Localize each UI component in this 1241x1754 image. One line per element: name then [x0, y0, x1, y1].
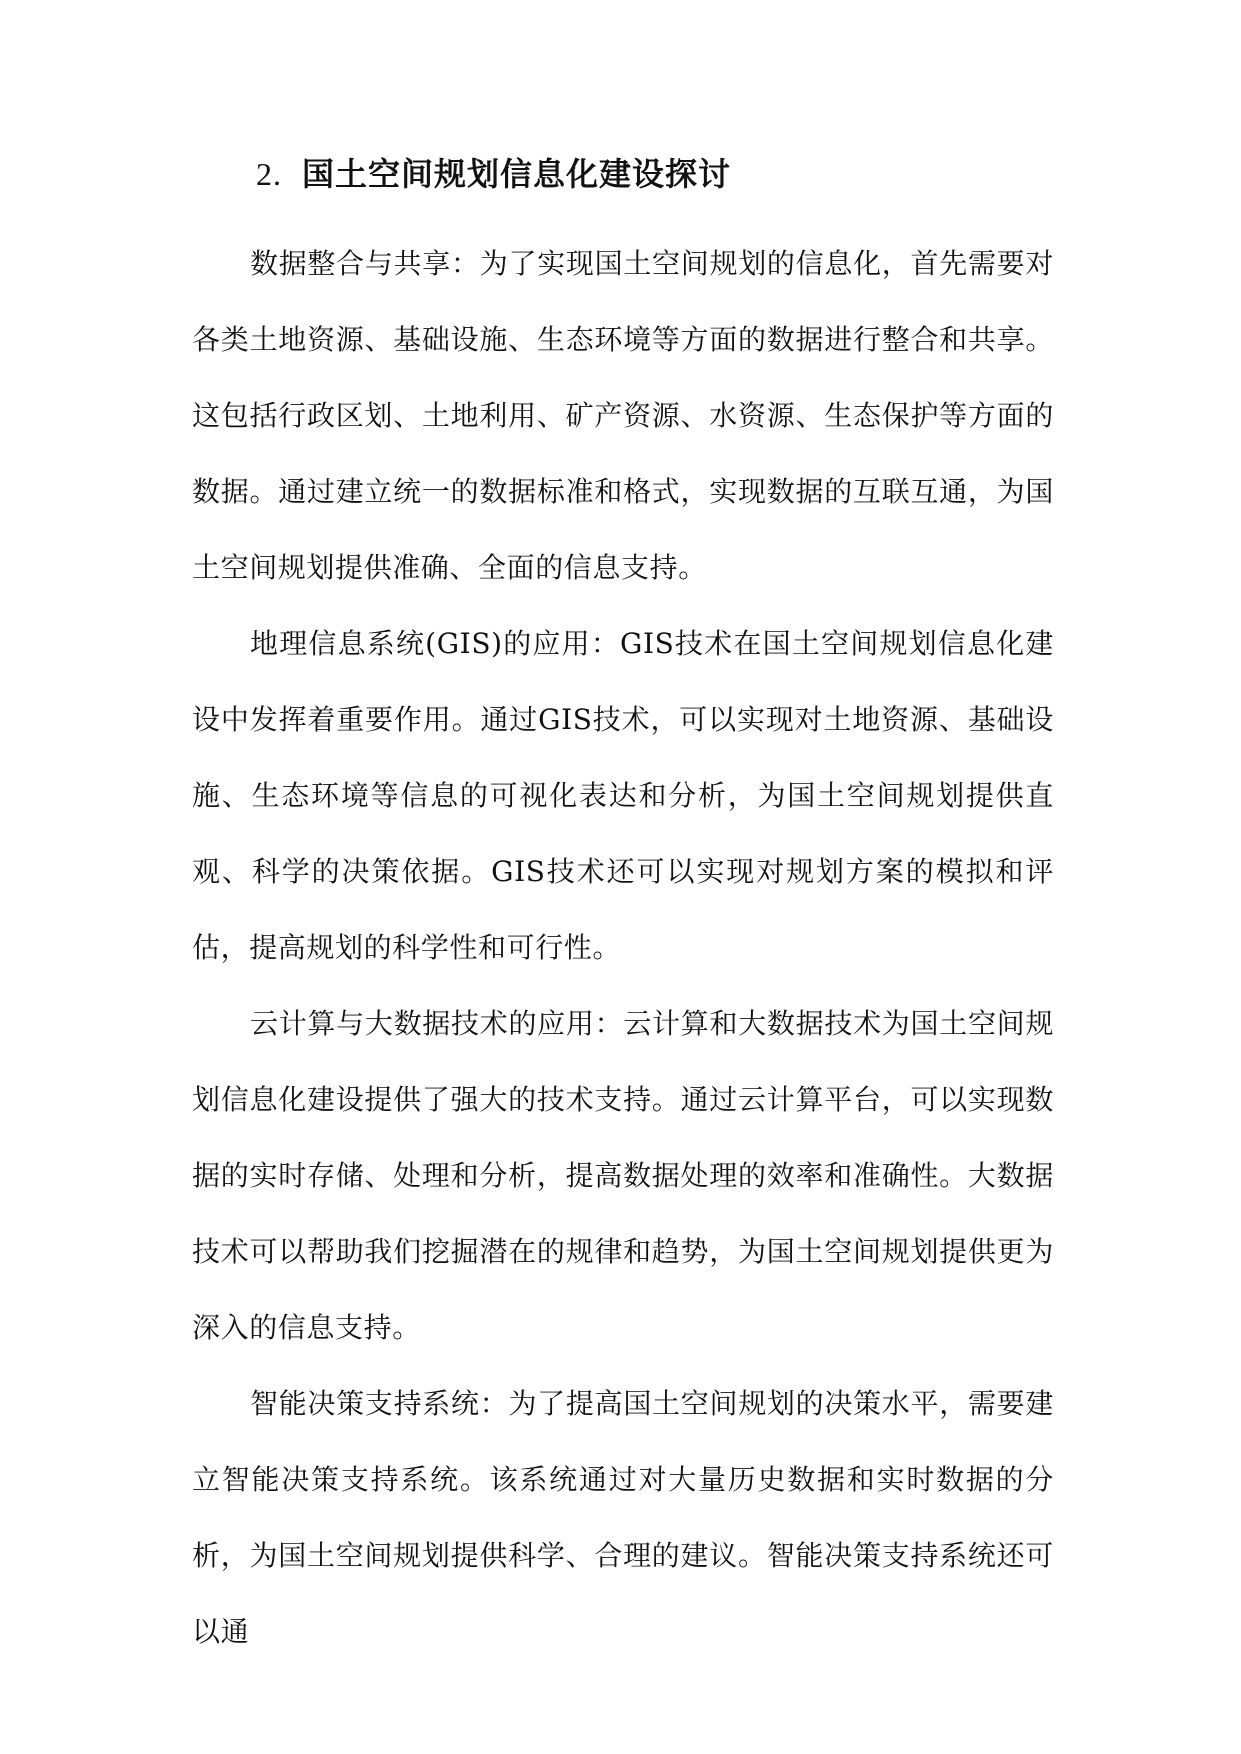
section-heading — [256, 150, 731, 198]
paragraph-gis-application: 地理信息系统(GIS)的应用：GIS技术在国土空间规划信息化建设中发挥着重要作用。通过GIS技术，可以实现对土地资源、基础设施、生态环境等信息的可视化表达和分析，为国土空间规划提供直观、科学的决策依据。GIS技术还可以实现对规划方案的模拟和评估，提高规划的科学性和可行性。 — [192, 627, 1054, 964]
paragraph-data-integration: 数据整合与共享：为了实现国土空间规划的信息化，首先需要对各类土地资源、基础设施、生态环境等方面的数据进行整合和共享。这包括行政区划、土地利用、矿产资源、水资源、生态保护等方面的数据。通过建立统一的数据标准和格式，实现数据的互联互通，为国土空间规划提供准确、全面的信息支持。 — [192, 247, 1054, 584]
section-number: 2. — [256, 156, 282, 192]
section-title: 国土空间规划信息化建设探讨 — [302, 155, 732, 193]
body-text — [192, 226, 1054, 1670]
paragraph-decision-support: 智能决策支持系统：为了提高国土空间规划的决策水平，需要建立智能决策支持系统。该系统通过对大量历史数据和实时数据的分析，为国土空间规划提供科学、合理的建议。智能决策支持系统还可以通 — [192, 1387, 1054, 1648]
paragraph-cloud-bigdata: 云计算与大数据技术的应用：云计算和大数据技术为国土空间规划信息化建设提供了强大的技术支持。通过云计算平台，可以实现数据的实时存储、处理和分析，提高数据处理的效率和准确性。大数据技术可以帮助我们挖掘潜在的规律和趋势，为国土空间规划提供更为深入的信息支持。 — [192, 1007, 1054, 1344]
